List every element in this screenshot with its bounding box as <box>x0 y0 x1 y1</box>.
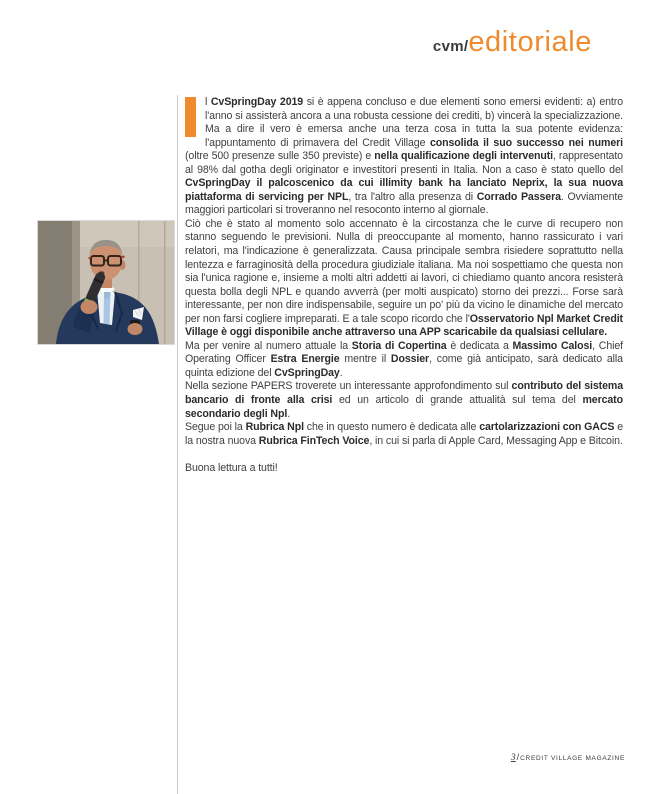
article-text-bold: contributo del sistema bancario di fronte alla crisi <box>185 380 623 407</box>
article-text: che in questo numero è dedicata alle <box>303 421 480 434</box>
column-rule <box>177 95 178 794</box>
article-paragraph <box>185 380 623 421</box>
article-text: . Ovviamente maggiori particolari si troveranno nel resoconto interno al giornale. <box>185 190 624 217</box>
article-text: . <box>339 366 343 379</box>
article-text-bold: Osservatorio Npl Market Credit Village è oggi disponibile anche attraverso una APP scaricabile da qualsiasi cellulare. <box>185 312 623 339</box>
article-paragraph <box>185 421 623 448</box>
page-footer <box>511 752 625 763</box>
article-text: , tra l'altro alla presenza di <box>348 190 477 203</box>
speaker-photo-illustration <box>38 221 174 344</box>
article-text: Ma per venire al numero attuale la <box>185 339 352 352</box>
article-text: mentre il <box>339 353 391 366</box>
article-text: e la nostra nuova <box>185 421 623 447</box>
article-text: ed un articolo di grande attualità sul tema del <box>332 394 583 407</box>
article-paragraph <box>185 340 623 381</box>
article-paragraph <box>185 462 623 476</box>
article-text-bold: nella qualificazione degli intervenuti <box>374 150 553 163</box>
article-text-bold: Corrado Passera <box>476 190 561 203</box>
article-text-bold: CvSpringDay <box>274 366 340 379</box>
article-text: , in cui si parla di Apple Card, Messaging App e Bitcoin. <box>369 434 623 447</box>
article-text-bold: mercato secondario degli Npl <box>185 394 623 420</box>
article-text-bold: Estra Energie <box>270 353 340 366</box>
article-text: , rappresentato al 98% dal gotha degli originator e investitori presenti in Italia. Non a caso è stato quello del <box>185 150 623 176</box>
article-text: Ciò che è stato al momento solo accennato è la circostanza che le curve di recupero non stanno seguendo le previsioni. Nulla di preoccupante al momento, hanno rassicurato i vari relatori, ma l'indicazione è generalizzata. Causa principale sembra risiedere soprattutto nella lentezza e farraginosità della procedura giudiziale italiana. Ma noi sospettiamo che questa non sia l'unica ragione e, insieme a molti altri addetti ai lavori, ci chiediamo quanto ancora resisterà questa bolla degli NPL e quando avverrà (per molti auspicato) storno dei prezzi... Forse sarà interessante, per non dire indispensabile, seguire un po' più da vicino le dinamiche del mercato per non farsi cogliere impreparati. E a tale scopo ricordo che l' <box>185 217 623 325</box>
article-text: , come già anticipato, sarà dedicato alla quinta edizione del <box>185 353 623 379</box>
drop-cap-bar <box>185 97 196 137</box>
page-header <box>433 26 592 59</box>
article-text: l <box>205 96 211 108</box>
magazine-name: CREDIT VILLAGE MAGAZINE <box>520 755 625 762</box>
article-text-bold: CvSpringDay il palcoscenico da cui illimity bank ha lanciato Neprix, la sua nuova piattaforma di servicing per NPL <box>185 177 623 203</box>
article-text-bold: CvSpringDay 2019 <box>210 96 304 108</box>
article-text-bold: Rubrica Npl <box>245 421 304 434</box>
article-text-bold: Storia di Copertina <box>351 339 447 352</box>
article-text: è dedicata a <box>446 339 513 352</box>
article-text: (oltre 500 presenze sulle 350 previste) e <box>185 150 375 163</box>
article-text: , Chief Operating Officer <box>185 339 624 366</box>
article-text: Buona lettura a tutti! <box>185 461 278 474</box>
article-text-bold: cartolarizzazioni con GACS <box>479 421 615 434</box>
article-text-bold: Rubrica FinTech Voice <box>258 434 370 447</box>
footer-separator: / <box>516 752 520 762</box>
article-text-bold: consolida il suo successo nei numeri <box>429 136 623 149</box>
article-text: Segue poi la <box>185 421 246 434</box>
editorial-article <box>185 96 623 475</box>
page-number: 3 <box>510 753 516 763</box>
article-text-bold: Massimo Calosi <box>512 339 593 352</box>
article-paragraph <box>185 218 623 340</box>
article-text: . <box>287 407 291 420</box>
article-paragraph <box>185 96 623 218</box>
speaker-photo <box>37 220 175 345</box>
article-text-bold: Dossier <box>390 353 430 366</box>
article-text: Nella sezione PAPERS troverete un interessante approfondimento sul <box>185 380 512 393</box>
article-text: si è appena concluso e due elementi sono emersi evidenti: a) entro l'anno si assisterà ancora a una robusta cessione dei crediti, b) vincerà la specializzazione. Ma a dire il vero è emersa anche una terza cosa in tutta la sua potente evidenza: l'appuntamento di primavera del Credit Village <box>205 96 623 149</box>
section-title: editoriale <box>468 26 592 58</box>
brand-label: cvm/ <box>432 38 469 55</box>
